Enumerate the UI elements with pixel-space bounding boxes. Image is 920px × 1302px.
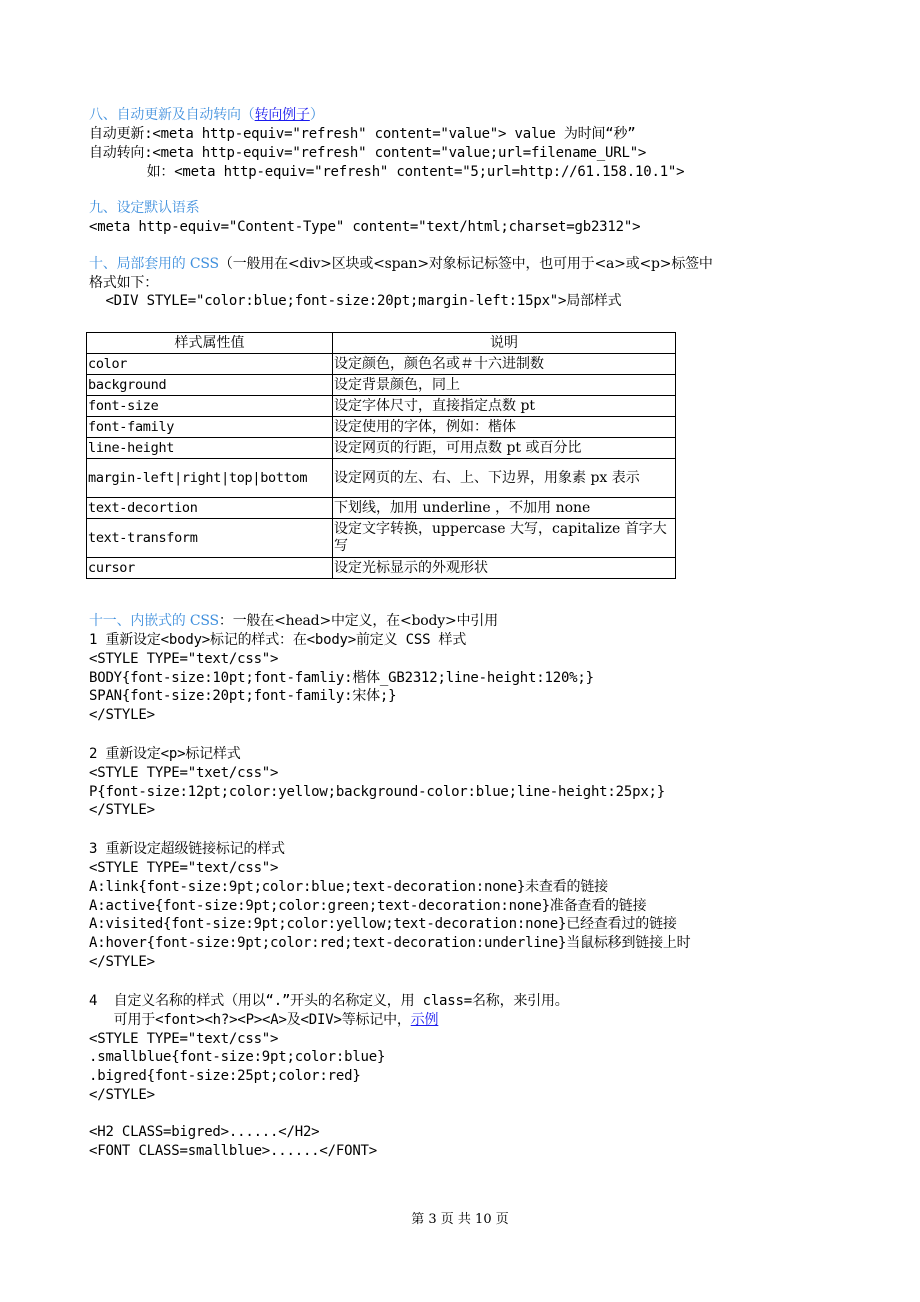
code-line: <STYLE TYPE="text/css"> xyxy=(89,1031,279,1047)
code-line: BODY{font-size:10pt;font-famliy:楷体_GB2312;line-height:120%;} xyxy=(89,670,594,686)
table-cell-description: 设定文字转换，uppercase 大写，capitalize 首字大写 xyxy=(333,519,676,558)
auto-redirect-line: 自动转向:<meta http-equiv="refresh" content="value;url=filename_URL"> xyxy=(89,145,647,161)
code-line: </STYLE> xyxy=(89,1087,155,1103)
table-cell-description: 设定光标显示的外观形状 xyxy=(333,558,676,579)
table-header-row xyxy=(87,333,676,354)
table-row xyxy=(87,396,676,417)
body-style-title: 1 重新设定<body>标记的样式：在<body>前定义 CSS 样式 xyxy=(89,632,467,648)
code-line: <STYLE TYPE="txet/css"> xyxy=(89,765,279,781)
table-cell-description: 设定颜色，颜色名或＃十六进制数 xyxy=(333,354,676,375)
table-cell-property: font-family xyxy=(87,417,333,438)
code-line: A:visited{font-size:9pt;color:yellow;text-decoration:none}已经查看过的链接 xyxy=(89,916,677,932)
table-row xyxy=(87,417,676,438)
custom-class-usage-text: 可用于<font><h?><P><A>及<DIV>等标记中， xyxy=(89,1012,411,1028)
code-line: .smallblue{font-size:9pt;color:blue} xyxy=(89,1049,386,1065)
code-line: </STYLE> xyxy=(89,707,155,723)
redirect-example-line: 如：<meta http-equiv="refresh" content="5;url=http://61.158.10.1"> xyxy=(89,164,685,180)
css-properties-table xyxy=(86,332,676,579)
format-label: 格式如下： xyxy=(89,275,158,291)
custom-class-title: 4 自定义名称的样式（用以“.”开头的名称定义，用 class=名称，来引用。 xyxy=(89,993,569,1009)
code-line: P{font-size:12pt;color:yellow;background-color:blue;line-height:25px;} xyxy=(89,784,666,800)
page-footer: 第 3 页 共 10 页 xyxy=(411,1212,509,1227)
code-line: A:active{font-size:9pt;color:green;text-decoration:none}准备查看的链接 xyxy=(89,898,647,914)
section-10-heading-rest: （一般用在<div>区块或<span>对象标记标签中，也可用于<a>或<p>标签中 xyxy=(218,256,713,272)
redirect-example-link[interactable]: 转向例子 xyxy=(254,107,310,123)
table-row xyxy=(87,498,676,519)
table-cell-property: color xyxy=(87,354,333,375)
table-cell-description: 设定网页的行距，可用点数 pt 或百分比 xyxy=(333,438,676,459)
table-cell-property: background xyxy=(87,375,333,396)
example-link[interactable]: 示例 xyxy=(410,1012,439,1028)
section-9-heading: 九、设定默认语系 xyxy=(89,200,200,216)
code-line: .bigred{font-size:25pt;color:red} xyxy=(89,1068,361,1084)
table-row xyxy=(87,459,676,498)
code-line: <H2 CLASS=bigred>......</H2> xyxy=(89,1124,320,1140)
charset-meta-line: <meta http-equiv="Content-Type" content="text/html;charset=gb2312"> xyxy=(89,219,641,235)
table-cell-description: 下划线，加用 underline ，不加用 none xyxy=(333,498,676,519)
section-10-heading xyxy=(89,255,713,274)
section-10-heading-text: 十、局部套用的 CSS xyxy=(89,256,219,272)
div-style-example: <DIV STYLE="color:blue;font-size:20pt;margin-left:15px">局部样式 xyxy=(89,293,622,309)
table-cell-property: text-decortion xyxy=(87,498,333,519)
code-line: A:hover{font-size:9pt;color:red;text-decoration:underline}当鼠标移到链接上时 xyxy=(89,935,691,951)
section-11-heading-text: 十一、内嵌式的 CSS xyxy=(89,613,219,629)
table-row xyxy=(87,558,676,579)
table-cell-property: font-size xyxy=(87,396,333,417)
table-row xyxy=(87,519,676,558)
table-cell-description: 设定字体尺寸，直接指定点数 pt xyxy=(333,396,676,417)
table-row xyxy=(87,375,676,396)
table-header-property: 样式属性值 xyxy=(87,333,333,354)
section-11-heading xyxy=(89,612,498,631)
table-cell-description: 设定网页的左、右、上、下边界，用象素 px 表示 xyxy=(333,459,676,498)
section-8-heading xyxy=(89,106,324,125)
p-style-title: 2 重新设定<p>标记样式 xyxy=(89,746,241,762)
code-line: </STYLE> xyxy=(89,802,155,818)
code-line: SPAN{font-size:20pt;font-family:宋体;} xyxy=(89,688,397,704)
table-header-description: 说明 xyxy=(333,333,676,354)
code-line: </STYLE> xyxy=(89,954,155,970)
section-8-heading-close: ） xyxy=(309,107,324,123)
table-cell-property: line-height xyxy=(87,438,333,459)
code-line: A:link{font-size:9pt;color:blue;text-decoration:none}未查看的链接 xyxy=(89,879,608,895)
auto-refresh-line: 自动更新:<meta http-equiv="refresh" content="value"> value 为时间“秒” xyxy=(89,126,636,142)
link-style-title: 3 重新设定超级链接标记的样式 xyxy=(89,841,285,857)
table-cell-description: 设定背景颜色，同上 xyxy=(333,375,676,396)
section-8-heading-text: 八、自动更新及自动转向（ xyxy=(89,107,255,123)
table-cell-property: cursor xyxy=(87,558,333,579)
custom-class-usage xyxy=(89,1011,438,1030)
table-cell-property: text-transform xyxy=(87,519,333,558)
table-cell-description: 设定使用的字体，例如：楷体 xyxy=(333,417,676,438)
code-line: <STYLE TYPE="text/css"> xyxy=(89,860,279,876)
table-row xyxy=(87,354,676,375)
section-11-heading-rest: ：一般在<head>中定义，在<body>中引用 xyxy=(218,613,498,629)
code-line: <FONT CLASS=smallblue>......</FONT> xyxy=(89,1143,378,1159)
code-line: <STYLE TYPE="text/css"> xyxy=(89,651,279,667)
table-cell-property: margin-left|right|top|bottom xyxy=(87,459,333,498)
table-row xyxy=(87,438,676,459)
